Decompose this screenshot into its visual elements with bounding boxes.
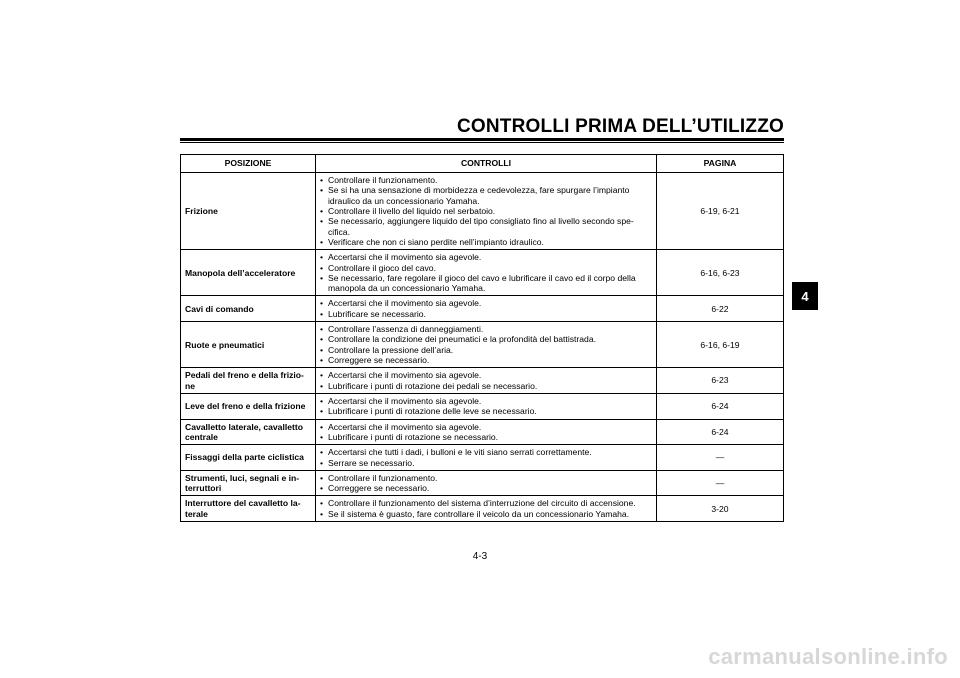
check-item: • Controllare il funzionamento del sistema d’interruzione del circuito di accensione.	[320, 498, 652, 508]
page-number: 4-3	[472, 551, 488, 562]
check-item: • Accertarsi che il movimento sia agevole.	[320, 422, 652, 432]
check-item: • Lubrificare i punti di rotazione se necessario.	[320, 432, 652, 442]
row-position: Manopola dell’acceleratore	[181, 250, 316, 296]
row-page: 3-20	[657, 496, 784, 522]
check-item: • Lubrificare se necessario.	[320, 309, 652, 319]
checks-list	[320, 370, 652, 391]
check-item: • Accertarsi che il movimento sia agevole.	[320, 252, 652, 262]
check-item: • Correggere se necessario.	[320, 483, 652, 493]
page-title: CONTROLLI PRIMA DELL’UTILIZZO	[456, 116, 784, 137]
check-item: • Controllare il livello del liquido nel serbatoio.	[320, 206, 652, 216]
row-checks	[316, 296, 657, 322]
row-position: Leve del freno e della frizione	[181, 393, 316, 419]
header-checks: CONTROLLI	[316, 155, 657, 173]
checks-list	[320, 324, 652, 365]
title-rule	[180, 138, 784, 141]
checks-list	[320, 447, 652, 468]
table-row	[181, 368, 784, 394]
row-position: Frizione	[181, 173, 316, 250]
row-page: 6-24	[657, 419, 784, 445]
table-body	[181, 173, 784, 522]
table-row	[181, 419, 784, 445]
row-position: Pedali del freno e della frizio- ne	[181, 368, 316, 394]
row-position: Cavi di comando	[181, 296, 316, 322]
check-item: • Correggere se necessario.	[320, 355, 652, 365]
checks-list	[320, 473, 652, 494]
header-page: PAGINA	[657, 155, 784, 173]
table-row	[181, 445, 784, 471]
check-item: • Controllare l’assenza di danneggiamenti.	[320, 324, 652, 334]
checks-list	[320, 175, 652, 247]
table-row	[181, 470, 784, 496]
check-item: • Controllare il gioco del cavo.	[320, 263, 652, 273]
row-page: 6-19, 6-21	[657, 173, 784, 250]
row-checks	[316, 322, 657, 368]
row-page: —	[657, 445, 784, 471]
check-item: • Accertarsi che il movimento sia agevole.	[320, 370, 652, 380]
check-item: • Se necessario, aggiungere liquido del tipo consigliato fino al livello secondo spe- cifica.	[320, 216, 652, 237]
title-rule-thin	[180, 142, 784, 143]
row-position: Fissaggi della parte ciclistica	[181, 445, 316, 471]
check-item: • Se si ha una sensazione di morbidezza e cedevolezza, fare spurgare l’impianto idraulico da un concessionario Yamaha.	[320, 185, 652, 206]
check-item: • Accertarsi che tutti i dadi, i bulloni e le viti siano serrati correttamente.	[320, 447, 652, 457]
table-header-row	[181, 155, 784, 173]
checks-list	[320, 252, 652, 293]
table-row	[181, 296, 784, 322]
checks-list	[320, 298, 652, 319]
table-row	[181, 250, 784, 296]
check-item: • Serrare se necessario.	[320, 458, 652, 468]
row-checks	[316, 470, 657, 496]
row-page: —	[657, 470, 784, 496]
check-item: • Lubrificare i punti di rotazione dei pedali se necessario.	[320, 381, 652, 391]
row-position: Interruttore del cavalletto la- terale	[181, 496, 316, 522]
check-item: • Lubrificare i punti di rotazione delle leve se necessario.	[320, 406, 652, 416]
row-position: Cavalletto laterale, cavalletto centrale	[181, 419, 316, 445]
row-checks	[316, 419, 657, 445]
checks-list	[320, 498, 652, 519]
row-page: 6-22	[657, 296, 784, 322]
row-checks	[316, 173, 657, 250]
check-item: • Se necessario, fare regolare il gioco del cavo e lubrificare il cavo ed il corpo della manopola da un concessionario Yamaha.	[320, 273, 652, 294]
row-position: Strumenti, luci, segnali e in- terruttori	[181, 470, 316, 496]
checks-list	[320, 422, 652, 443]
checks-list	[320, 396, 652, 417]
row-checks	[316, 445, 657, 471]
check-item: • Se il sistema è guasto, fare controllare il veicolo da un concessionario Yamaha.	[320, 509, 652, 519]
table-row	[181, 322, 784, 368]
check-item: • Controllare il funzionamento.	[320, 175, 652, 185]
check-item: • Verificare che non ci siano perdite nell’impianto idraulico.	[320, 237, 652, 247]
check-item: • Accertarsi che il movimento sia agevole.	[320, 298, 652, 308]
check-item: • Controllare la pressione dell’aria.	[320, 345, 652, 355]
checks-table	[180, 154, 784, 522]
table-row	[181, 173, 784, 250]
row-checks	[316, 496, 657, 522]
table-row	[181, 393, 784, 419]
check-item: • Accertarsi che il movimento sia agevole.	[320, 396, 652, 406]
row-checks	[316, 368, 657, 394]
row-page: 6-16, 6-19	[657, 322, 784, 368]
row-page: 6-16, 6-23	[657, 250, 784, 296]
row-checks	[316, 393, 657, 419]
check-item: • Controllare il funzionamento.	[320, 473, 652, 483]
row-checks	[316, 250, 657, 296]
header-position: POSIZIONE	[181, 155, 316, 173]
row-page: 6-24	[657, 393, 784, 419]
table-row	[181, 496, 784, 522]
chapter-tab[interactable]: 4	[792, 282, 818, 310]
watermark: carmanualsonline.info	[708, 644, 948, 669]
row-page: 6-23	[657, 368, 784, 394]
check-item: • Controllare la condizione dei pneumatici e la profondità del battistrada.	[320, 334, 652, 344]
row-position: Ruote e pneumatici	[181, 322, 316, 368]
